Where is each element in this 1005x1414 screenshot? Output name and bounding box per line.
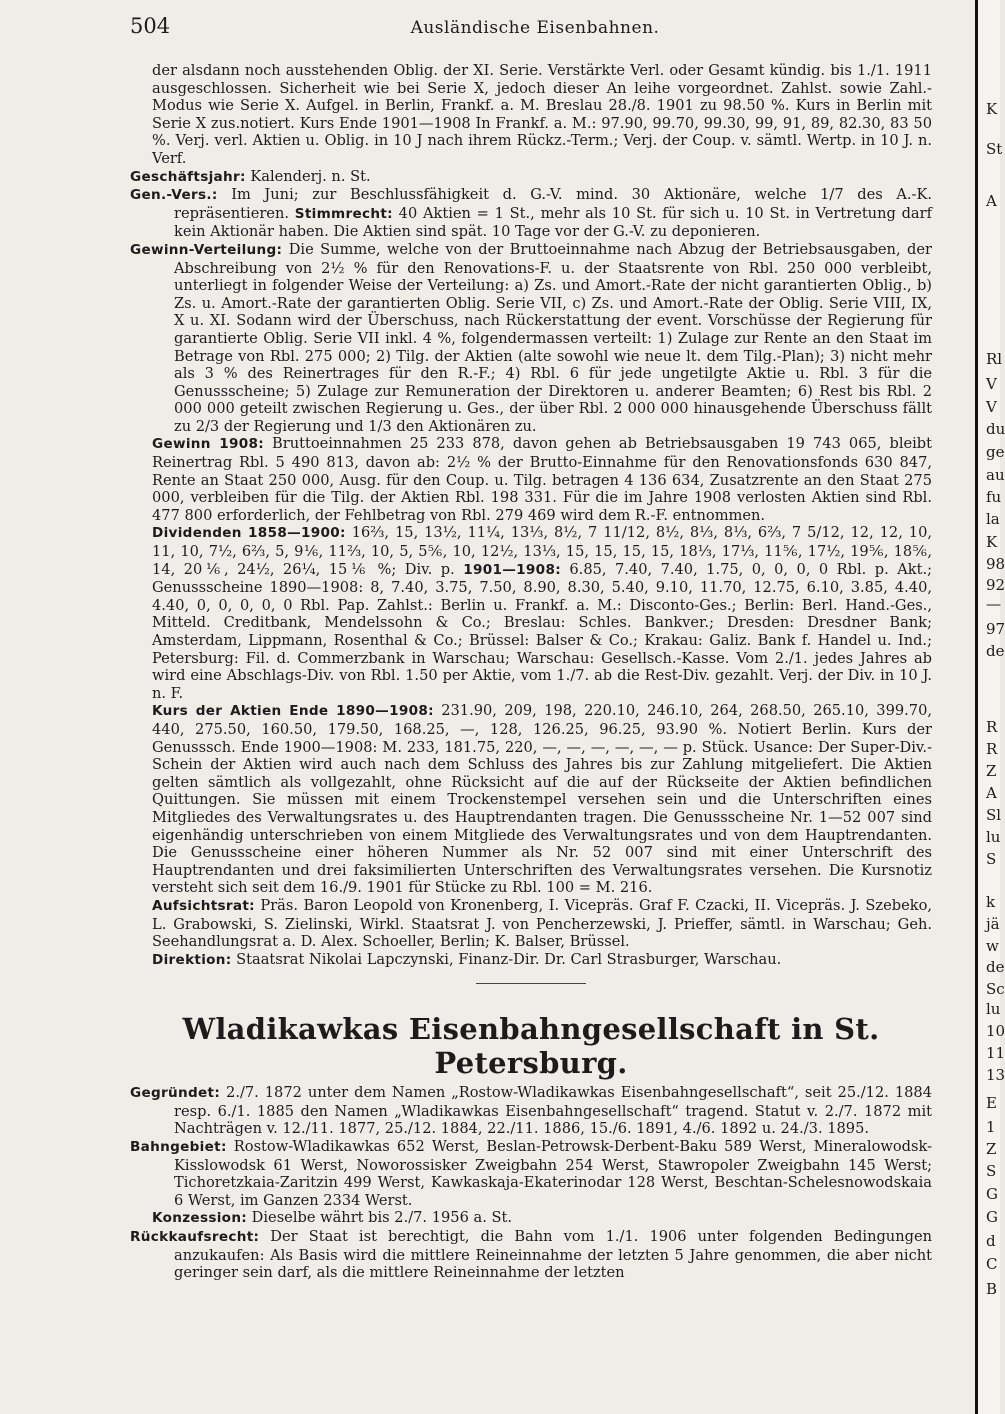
entry-text: Rostow-Wladikawkas 652 Werst, Beslan-Petrowsk-Derbent-Baku 589 Werst, Mineralowodsk-Kisslowodsk 61 Werst, Noworossisker Zweigbahn 254 Werst, Stawropoler Zweigbahn 145 Werst; Tichoretzkaia-Zaritzin 499 Werst, Kawkaskaja-Ekaterinodar 128 Werst, Beschtan-Schelesnowodskaia 6 Werst, im Ganzen 2334 Werst.	[174, 1138, 932, 1209]
gewinn-1908-entry	[130, 435, 932, 524]
entry-label: Konzession:	[152, 1210, 248, 1227]
entry-text: 2./7. 1872 unter dem Namen „Rostow-Wladikawkas Eisenbahngesellschaft“, seit 25./12. 1884 resp. 6./1. 1885 den Namen „Wladikawkas Eisenbahngesellschaft“ tragend. Statut v. 2./7. 1872 mit Nachträgen v. 12./11. 1877, 25./12. 1884, 22./11. 1886, 15./6. 1891, 4./6. 1892 u. 24./3. 1895.	[174, 1084, 932, 1138]
entry-label: Rückkaufsrecht:	[130, 1229, 260, 1246]
entry-label: Gen.-Vers.:	[130, 187, 218, 204]
running-title: Ausländische Eisenbahnen.	[410, 18, 660, 38]
edge-fragment: Z	[986, 762, 997, 780]
edge-fragment: 11	[986, 1044, 1005, 1062]
edge-fragment: C	[986, 1255, 998, 1273]
edge-fragment: Rl	[986, 350, 1003, 368]
edge-fragment: V	[986, 398, 997, 416]
entry-label: Dividenden 1858—1900:	[152, 525, 346, 542]
edge-fragment: w	[986, 937, 999, 955]
entry-text: 6.85, 7.40, 7.40, 1.75, 0, 0, 0, 0 Rbl. p. Akt.; Genussscheine 1890—1908: 8, 7.40, 3.75, 7.50, 8.90, 8.30, 5.40, 9.10, 11.70, 12.75, 6.10, 3.85, 4.40, 4.40, 0, 0, 0, 0, 0 Rbl. Pap. Zahlst.: Berlin u. Frankf. a. M.: Disconto-Ges.; Berlin: Berl. Hand.-Ges., Mitteld. Creditbank, Mendelssohn & Co.; Breslau: Schles. Bankver.; Dresden: Dresdner Bank; Amsterdam, Lippmann, Rosenthal & Co.; Brüssel: Balser & Co.; Krakau: Galiz. Bank f. Handel u. Ind.; Petersburg: Fil. d. Commerzbank in Warschau; Warschau: Gesellsch.-Kasse. Vom 2./1. jedes Jahres ab wird eine Abschlags-Div. von Rbl. 1.50 per Aktie, vom 1./7. ab die Rest-Div. gezahlt. Verj. der Div. in 10 J. n. F.	[152, 560, 932, 702]
edge-fragment: lu	[986, 1000, 1001, 1018]
edge-fragment: 10	[986, 1022, 1005, 1040]
page-body	[130, 62, 932, 1282]
entry-text: Der Staat ist berechtigt, die Bahn vom 1./1. 1906 unter folgenden Bedingungen anzukaufen: Als Basis wird die mittlere Reineinnahme der letzten 5 Jahre genommen, die aber nicht geringer sein darf, als die mittlere Reineinnahme der letzten	[174, 1228, 932, 1282]
edge-fragment: R	[986, 718, 998, 736]
edge-fragment: au	[986, 466, 1005, 484]
entry-label: Bahngebiet:	[130, 1139, 227, 1156]
edge-fragment: de	[986, 642, 1005, 660]
entry-label: Gewinn-Verteilung:	[130, 241, 283, 258]
edge-fragment: St	[986, 140, 1003, 158]
edge-fragment: —	[986, 595, 1001, 613]
dividenden-entry	[130, 524, 932, 702]
section-divider	[476, 983, 586, 984]
gegruendet-entry	[130, 1084, 932, 1138]
edge-fragment: Z	[986, 1140, 997, 1158]
entry-text: 40 Aktien = 1 St., mehr als 10 St. für sich u. 10 St. in Vertretung darf kein Aktionär haben. Die Aktien sind spät. 10 Tage vor der G.-V. zu deponieren.	[174, 204, 932, 241]
entry-text: Die Summe, welche von der Bruttoeinnahme nach Abzug der Betriebsausgaben, der Abschreibung von 2½ % für den Renovations-F. u. der Staatsrente von Rbl. 250 000 verbleibt, unterliegt in folgender Weise der Verteilung: a) Zs. und Amort.-Rate der nicht garantierten Oblig., b) Zs. u. Amort.-Rate der garantierten Oblig. Serie VII, c) Zs. und Amort.-Rate der Oblig. Serie VIII, IX, X u. XI. Sodann wird der Überschuss, nach Rückerstattung der event. Vorschüsse der Regierung für garantierte Oblig. Serie VII inkl. 4 %, folgendermassen verteilt: 1) Zulage zur Rente an den Staat im Betrage von Rbl. 275 000; 2) Tilg. der Aktien (alte sowohl wie neue lt. dem Tilg.-Plan); 3) nicht mehr als 3 % des Reinertrages für den R.-F.; 4) Rbl. 6 für jede ungetilgte Aktie u. Rbl. 3 für die Genussscheine; 5) Zulage zur Remuneration der Direktoren u. anderer Beamten; 6) Rest bis Rbl. 2 000 000 geteilt zwischen Regierung u. Ges., der über Rbl. 2 000 000 hinausgehende Überschuss fällt zu 2/3 der Regierung und 1/3 den Aktionären zu.	[174, 240, 932, 435]
edge-fragment: 13	[986, 1066, 1005, 1084]
edge-fragment: E	[986, 1094, 997, 1112]
direktion-entry	[130, 951, 932, 970]
edge-fragment: G	[986, 1185, 998, 1203]
entry-label: Gegründet:	[130, 1085, 221, 1102]
edge-fragment: A	[986, 192, 997, 210]
entry-text: Dieselbe währt bis 2./7. 1956 a. St.	[247, 1209, 512, 1227]
edge-fragment: fu	[986, 488, 1002, 506]
entry-text: Im Juni; zur Beschlussfähigkeit d. G.-V. mind. 30 Aktionäre, welche 1/7 des A.-K. repräsentieren.	[174, 186, 932, 222]
geschaeftsjahr-entry	[130, 168, 932, 187]
entry-text: Kalenderj. n. St.	[245, 167, 371, 185]
entry-label: Aufsichtsrat:	[152, 897, 255, 914]
edge-fragment: la	[986, 510, 1000, 528]
entry-label: Stimmrecht:	[294, 205, 393, 222]
entry-label: Direktion:	[152, 951, 232, 968]
adjacent-page-edge	[975, 0, 1005, 1414]
edge-fragment: B	[986, 1280, 998, 1298]
entry-text: Staatsrat Nikolai Lapczynski, Finanz-Dir. Dr. Carl Strasburger, Warschau.	[231, 950, 782, 968]
edge-fragment: d	[986, 1232, 996, 1250]
entry-text: Bruttoeinnahmen 25 233 878, davon gehen ab Betriebsausgaben 19 743 065, bleibt Reinertrag Rbl. 5 490 813, davon ab: 2½ % der Brutto-Einnahme für den Renovationsfonds 630 847, Rente an Staat 250 000, Ausg. für den Coup. u. Tilg. betragen 4 136 634, Zusatzrente an den Staat 275 000, verbleiben für die Tilg. der Aktien Rbl. 198 331. Für die im Jahre 1908 verlosten Aktien sind Rbl. 477 800 erforderlich, der Fehlbetrag von Rbl. 279 469 wird dem R.-F. entnommen.	[152, 435, 932, 524]
edge-fragment: 92	[986, 576, 1005, 594]
edge-fragment: R	[986, 740, 998, 758]
edge-fragment: 1	[986, 1118, 996, 1136]
edge-fragment: S	[986, 850, 997, 868]
page-header	[130, 14, 940, 44]
entry-label: Kurs der Aktien Ende 1890—1908:	[152, 703, 434, 720]
edge-fragment: Sl	[986, 806, 1002, 824]
entry-label: Gewinn 1908:	[152, 436, 264, 453]
entry-text: 16⅔, 15, 13½, 11¼, 13⅓, 8½, 7 11/12, 8½, 8⅓, 8⅓, 6⅔, 7 5/12, 12, 12, 10, 11, 10, 7½, 6⅔, 5, 9⅙, 11⅔, 10, 5, 5⅚, 10, 12½, 13⅓, 15, 15, 15, 15, 18⅓, 17⅓, 11⅚, 17½, 19⅚, 18⅚, 14, 20⅙, 24½, 26¼, 15⅙ %; Div. p.	[152, 524, 933, 578]
edge-fragment: K	[986, 533, 998, 551]
entry-text: Präs. Baron Leopold von Kronenberg, I. Vicepräs. Graf F. Czacki, II. Vicepräs. J. Szebeko, L. Grabowski, S. Zielinski, Wirkl. Staatsrat J. von Pencherzewski, J. Prieffer, sämtl. in Warschau; Geh. Seehandlungsrat a. D. Alex. Schoeller, Berlin; K. Balser, Brüssel.	[152, 896, 932, 951]
edge-fragment: du	[986, 420, 1005, 438]
edge-fragment: V	[986, 375, 997, 393]
edge-fragment: 98	[986, 555, 1005, 573]
kurs-entry	[130, 702, 932, 897]
edge-fragment: 97	[986, 620, 1005, 638]
entry-text: 231.90, 209, 198, 220.10, 246.10, 264, 268.50, 265.10, 399.70, 440, 275.50, 160.50, 179.50, 168.25, —, 128, 126.25, 96.25, 93.90 %. Notiert Berlin. Kurs der Genusssch. Ende 1900—1908: M. 233, 181.75, 220, —, —, —, —, —, — p. Stück. Usance: Der Super-Div.-Schein der Aktien wird auch nach dem Schluss des Jahres bis zur Zahlung mitgeliefert. Die Aktien gelten sämtlich als vollgezahlt, ohne Rücksicht auf die auf der Rückseite der Aktien befindlichen Quittungen. Sie müssen mit einem Trockenstempel versehen sein und die Unterschriften eines Mitgliedes des Verwaltungsrates u. des Hauptrendanten tragen. Die Genussscheine Nr. 1—52 007 sind eigenhändig unterschrieben von einem Mitgliede des Verwaltungsrates und von dem Hauptrendanten. Die Genussscheine einer höheren Nummer als Nr. 52 007 sind mit einer Unterschrift des Hauptrendanten und drei faksimilierten Unterschriften des Verwaltungsrates versehen. Die Kursnotiz versteht sich seit dem 16./9. 1901 für Stücke zu Rbl. 100 = M. 216.	[152, 702, 932, 897]
edge-fragment: de	[986, 958, 1005, 976]
rueckkaufsrecht-entry	[130, 1228, 932, 1282]
entry-label: Geschäftsjahr:	[130, 168, 246, 185]
company-title: Wladikawkas Eisenbahngesellschaft in St. Petersburg.	[182, 1012, 880, 1081]
edge-fragment: S	[986, 1162, 997, 1180]
entry-label: 1901—1908:	[463, 561, 561, 578]
edge-fragment: G	[986, 1208, 998, 1226]
bahngebiet-entry	[130, 1138, 932, 1209]
edge-fragment: ge	[986, 443, 1005, 461]
continuation-paragraph: der alsdann noch ausstehenden Oblig. der XI. Serie. Verstärkte Verl. oder Gesamt kündig. bis 1./1. 1911 ausgeschlossen. Sicherheit wie bei Serie X, jedoch dieser An leihe vorgeordnet. Zahlst. sowie Zahl.-Modus wie Serie X. Aufgel. in Berlin, Frankf. a. M. Breslau 28./8. 1901 zu 98.50 %. Kurs in Berlin mit Serie X zus.notiert. Kurs Ende 1901—1908 In Frankf. a. M.: 97.90, 99.70, 99.30, 99, 91, 89, 82.30, 83 50 %. Verj. verl. Aktien u. Oblig. in 10 J nach ihrem Rückz.-Term.; Verj. der Coup. v. sämtl. Wertp. in 10 J. n. Verf.	[152, 62, 932, 167]
edge-fragment: Sc	[986, 980, 1005, 998]
gewinn-verteilung-entry	[130, 241, 932, 436]
edge-fragment: jä	[986, 915, 1000, 933]
edge-fragment: K	[986, 100, 998, 118]
konzession-entry	[130, 1209, 932, 1228]
edge-fragment: k	[986, 893, 996, 911]
edge-fragment: lu	[986, 828, 1001, 846]
edge-fragment: A	[986, 784, 997, 802]
page-number: 504	[130, 14, 171, 38]
aufsichtsrat-entry	[130, 897, 932, 951]
generalversammlung-entry	[130, 186, 932, 241]
